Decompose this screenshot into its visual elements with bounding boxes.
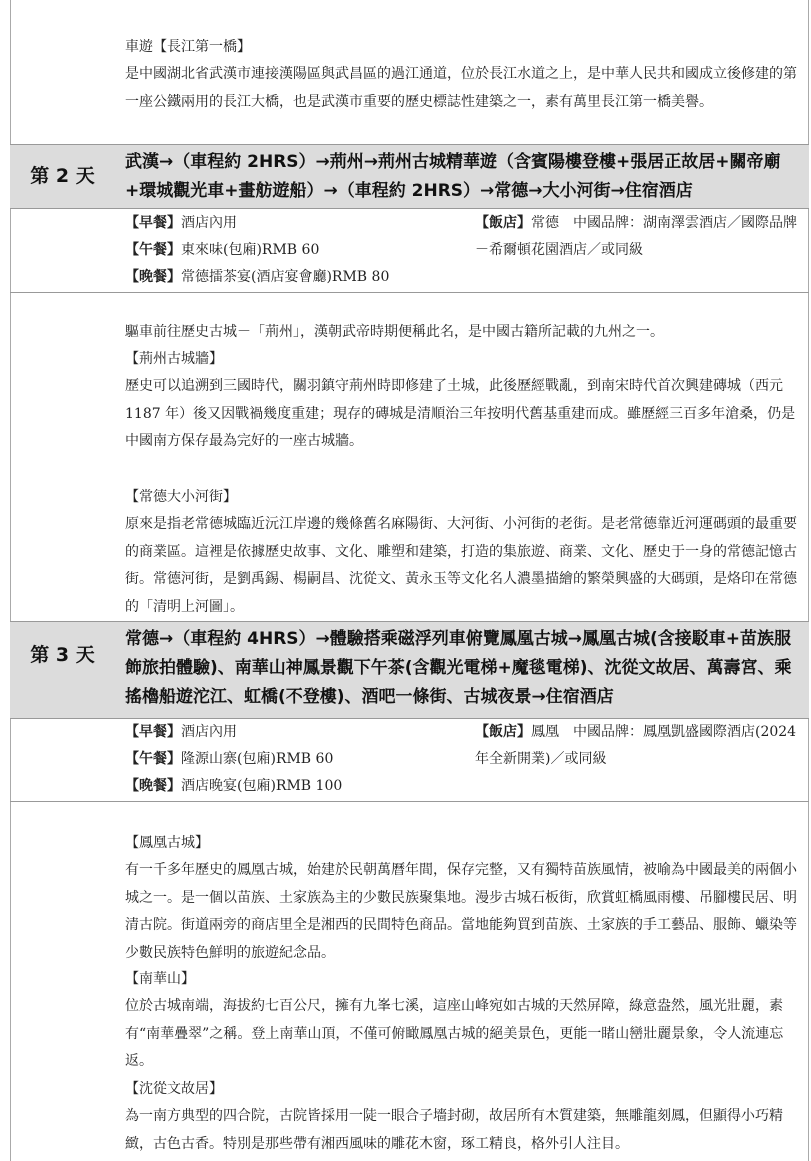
dinner-value: 常德擂茶宴(酒店宴會廳)RMB 80 bbox=[181, 269, 390, 285]
dinner-value: 酒店晚宴(包廂)RMB 100 bbox=[181, 778, 343, 794]
day2-heading-jingzhou-wall: 【荊州古城牆】 bbox=[125, 351, 223, 367]
day3-hotel bbox=[475, 719, 800, 773]
day2-breakfast bbox=[125, 210, 465, 237]
day3-lunch bbox=[125, 746, 465, 773]
breakfast-tag: 【早餐】 bbox=[125, 215, 181, 231]
hotel-value: 鳳凰 中國品牌：鳳凰凱盛國際酒店(2024 年全新開業)／或同級 bbox=[475, 724, 797, 767]
day3-heading-shen-congwen: 【沈從文故居】 bbox=[125, 1081, 223, 1097]
day2-header-band bbox=[10, 145, 809, 208]
day2-label: 第 2 天 bbox=[30, 165, 95, 187]
divider bbox=[10, 292, 809, 293]
day2-heading-changde-street: 【常德大小河街】 bbox=[125, 489, 237, 505]
day2-lunch bbox=[125, 237, 465, 264]
lunch-tag: 【午餐】 bbox=[125, 242, 181, 258]
breakfast-value: 酒店內用 bbox=[181, 724, 237, 740]
day3-route: 常德→（車程約 4HRS）→體驗搭乘磁浮列車俯覽鳳凰古城→鳳凰古城(含接駁車+苗族服飾旅拍體驗)、南華山神鳳景觀下午茶(含觀光電梯+魔毯電梯)、沈從文故居、萬壽宮、乘搖櫓船遊沱江、虹橋(不登樓)、酒吧一條街、古城夜景→住宿酒店 bbox=[125, 629, 792, 707]
day2-jingzhou-wall-paragraph: 歷史可以追溯到三國時代，關羽鎮守荊州時即修建了土城，此後歷經戰亂，到南宋時代首次興建磚城（西元 1187 年）後又因戰禍幾度重建；現存的磚城是清順治三年按明代舊基重建而成。雖歷經三百多年滄桑，仍是中國南方保存最為完好的一座古城牆。 bbox=[125, 378, 796, 449]
lunch-value: 隆源山寨(包廂)RMB 60 bbox=[181, 751, 334, 767]
day3-label: 第 3 天 bbox=[30, 644, 95, 666]
intro-paragraph: 是中國湖北省武漢市連接漢陽區與武昌區的過江通道，位於長江水道之上，是中華人民共和國成立後修建的第一座公鐵兩用的長江大橋，也是武漢市重要的歷史標誌性建築之一，素有萬里長江第一橋美譽。 bbox=[125, 66, 797, 110]
breakfast-value: 酒店內用 bbox=[181, 215, 237, 231]
divider bbox=[10, 208, 809, 209]
hotel-tag: 【飯店】 bbox=[475, 215, 531, 231]
day2-intro-paragraph: 驅車前往歷史古城－「荊州」，漢朝武帝時期便稱此名，是中國古籍所記載的九州之一。 bbox=[125, 324, 664, 340]
hotel-tag: 【飯店】 bbox=[475, 724, 531, 740]
divider bbox=[10, 801, 809, 802]
day2-route: 武漢→（車程約 2HRS）→荊州→荊州古城精華遊（含賓陽樓登樓+張居正故居+關帝廟+環城觀光車+畫舫遊船）→（車程約 2HRS）→常德→大小河街→住宿酒店 bbox=[125, 152, 781, 201]
day3-breakfast bbox=[125, 719, 465, 746]
lunch-tag: 【午餐】 bbox=[125, 751, 181, 767]
dinner-tag: 【晚餐】 bbox=[125, 269, 181, 285]
day3-dinner bbox=[125, 773, 465, 800]
day3-fenghuang-paragraph: 有一千多年歷史的鳳凰古城，始建於民朝萬曆年間，保存完整，又有獨特苗族風情，被喻為中國最美的兩個小城之一。是一個以苗族、土家族為主的少數民族聚集地。漫步古城石板街，欣賞虹橋風雨樓、吊腳樓民居、明清古院。街道兩旁的商店里全是湘西的民間特色商品。當地能夠買到苗族、土家族的手工藝品、服飾、蠟染等少數民族特色鮮明的旅遊紀念品。 bbox=[125, 862, 797, 961]
hotel-value: 常德 中國品牌：湖南澤雲酒店／國際品牌－希爾頓花園酒店／或同級 bbox=[475, 215, 797, 258]
day3-header-band bbox=[10, 622, 809, 718]
day2-changde-street-paragraph: 原來是指老常德城臨近沅江岸邊的幾條舊名麻陽街、大河街、小河街的老街。是老常德靠近河運碼頭的最重要的商業區。這裡是依據歷史故事、文化、雕塑和建築，打造的集旅遊、商業、文化、歷史于一身的常德記憶古街。常德河街，是劉禹錫、楊嗣昌、沈從文、黃永玉等文化名人濃墨描繪的繁榮興盛的大碼頭，是烙印在常德的「清明上河圖」。 bbox=[125, 516, 797, 615]
breakfast-tag: 【早餐】 bbox=[125, 724, 181, 740]
day3-shen-congwen-paragraph: 為一南方典型的四合院，古院皆採用一陡一眼合子墻封砌，故居所有木質建築，無雕龍刻鳳，但顯得小巧精緻，古色古香。特別是那些帶有湘西風味的雕花木窗，琢工精良，格外引人注目。 bbox=[125, 1108, 783, 1152]
dinner-tag: 【晚餐】 bbox=[125, 778, 181, 794]
day3-heading-fenghuang: 【鳳凰古城】 bbox=[125, 835, 209, 851]
day3-heading-nanhua: 【南華山】 bbox=[125, 971, 195, 987]
day2-dinner bbox=[125, 264, 465, 291]
lunch-value: 東來味(包廂)RMB 60 bbox=[181, 242, 320, 258]
day3-nanhua-paragraph: 位於古城南端，海拔約七百公尺，擁有九峯七溪，這座山峰宛如古城的天然屏障，綠意盎然，風光壯麗，素有“南華疊翠”之稱。登上南華山頂，不僅可俯瞰鳳凰古城的絕美景色，更能一睹山巒壯麗景象，令人流連忘返。 bbox=[125, 998, 784, 1069]
day2-hotel bbox=[475, 210, 800, 264]
intro-heading: 車遊【長江第一橋】 bbox=[125, 39, 251, 55]
